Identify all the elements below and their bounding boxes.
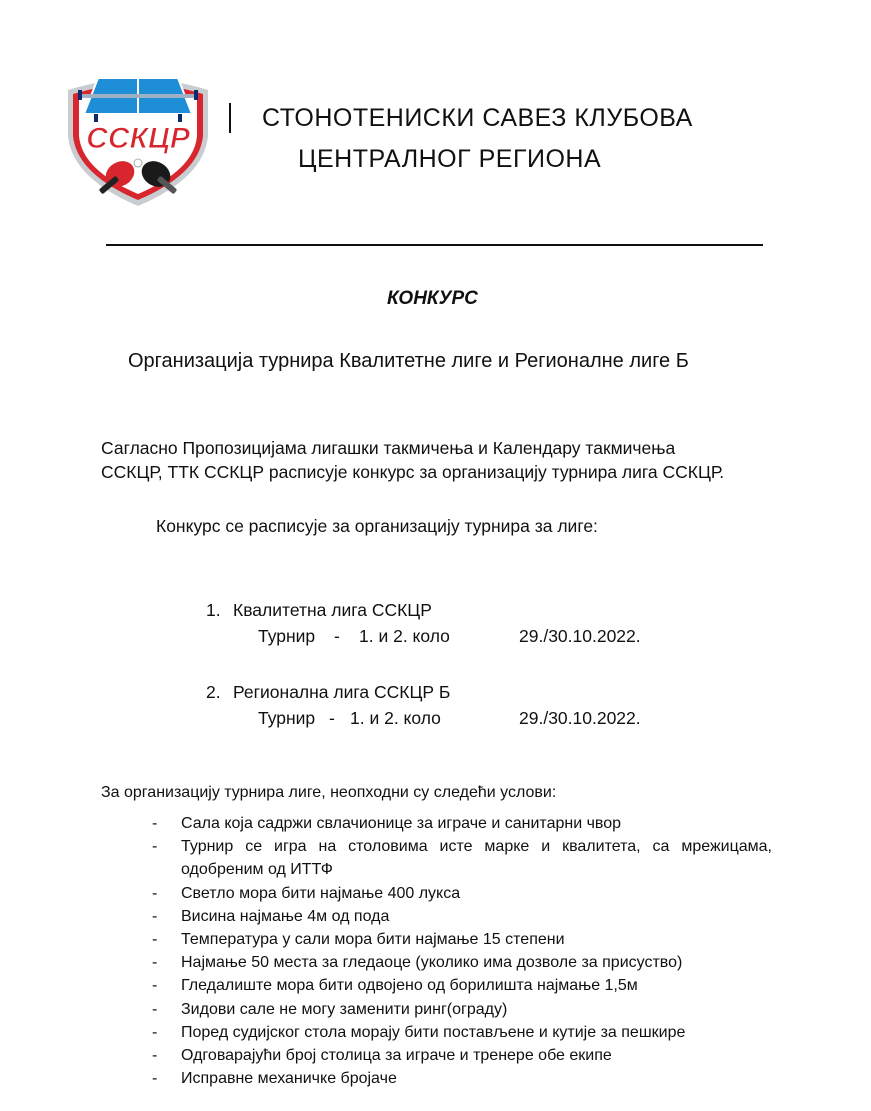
bullet-dash: - [152, 1000, 158, 1018]
condition-item [152, 1044, 772, 1067]
header-rule [106, 244, 763, 246]
condition-item [152, 974, 772, 997]
org-name-line1: СТОНОТЕНИСКИ САВЕЗ КЛУБОВА [262, 104, 693, 132]
condition-text: Висина најмање 4м од пода [181, 907, 390, 925]
bullet-dash: - [152, 815, 158, 832]
league-separator: - [334, 626, 340, 646]
league-event: Турнир [258, 708, 316, 728]
bullet-dash: - [152, 1047, 158, 1065]
intro-line-2: ССКЦР, ТТК ССКЦР расписује конкурс за организацију турнира лига ССКЦР. [101, 462, 725, 482]
bullet-dash: - [152, 838, 158, 856]
league-date: 29./30.10.2022. [519, 708, 641, 728]
condition-text: Исправне механичке бројаче [181, 1070, 397, 1088]
condition-item [152, 812, 772, 835]
logo-text: ССКЦР [86, 122, 190, 155]
league-name: Квалитетна лига ССКЦР [233, 600, 432, 620]
league-rounds: 1. и 2. коло [359, 626, 450, 646]
condition-text: Сала која садржи свлачионице за играче и санитарни чвор [181, 815, 622, 832]
bullet-dash: - [152, 907, 158, 925]
league-event: Турнир [258, 626, 316, 646]
header-divider [229, 103, 231, 133]
league-name: Регионална лига ССКЦР Б [233, 682, 451, 702]
conditions-heading: За организацију турнира лиге, неопходни су следећи услови: [101, 784, 557, 801]
condition-item [152, 835, 772, 881]
condition-text: Одговарајући број столица за играче и тренере обе екипе [181, 1047, 612, 1065]
document-title: КОНКУРС [387, 288, 478, 309]
lead-sentence: Конкурс се расписује за организацију турнира за лиге: [156, 516, 598, 536]
conditions-list [152, 812, 772, 1090]
condition-item [152, 951, 772, 974]
bullet-dash: - [152, 1070, 158, 1088]
condition-text: Температура у сали мора бити најмање 15 степени [181, 931, 565, 949]
condition-item [152, 1021, 772, 1044]
condition-text: Најмање 50 места за гледаоце (уколико има дозволе за присуство) [181, 954, 683, 972]
condition-item [152, 882, 772, 905]
bullet-dash: - [152, 954, 158, 972]
ball-icon [134, 159, 142, 167]
condition-text: Зидови сале не могу заменити ринг(ограду) [181, 1000, 508, 1018]
condition-text: Поред судијског стола морају бити постављене и кутије за пешкире [181, 1023, 686, 1041]
league-rounds: 1. и 2. коло [350, 708, 441, 728]
bullet-dash: - [152, 931, 158, 949]
condition-item [152, 928, 772, 951]
league-number: 2. [206, 682, 221, 702]
condition-item [152, 1067, 772, 1090]
org-name-line2: ЦЕНТРАЛНОГ РЕГИОНА [298, 145, 602, 173]
bullet-dash: - [152, 1023, 158, 1041]
league-number: 1. [206, 600, 221, 620]
bullet-dash: - [152, 884, 158, 902]
condition-text: Светло мора бити најмање 400 лукса [181, 884, 461, 902]
condition-item [152, 905, 772, 928]
association-logo [58, 66, 218, 208]
league-date: 29./30.10.2022. [519, 626, 641, 646]
league-separator: - [329, 708, 335, 728]
condition-text: Гледалиште мора бити одвојено од борилишта најмање 1,5м [181, 977, 638, 995]
document-subtitle: Организација турнира Квалитетне лиге и Регионалне лиге Б [128, 350, 689, 372]
condition-item [152, 998, 772, 1021]
condition-text: Турнир се игра на столовима исте марке и квалитета, са мрежицама, одобреним од ИТТФ [181, 838, 772, 879]
intro-line-1: Сагласно Пропозицијама лигашки такмичења и Календару такмичења [101, 438, 676, 458]
bullet-dash: - [152, 977, 158, 995]
